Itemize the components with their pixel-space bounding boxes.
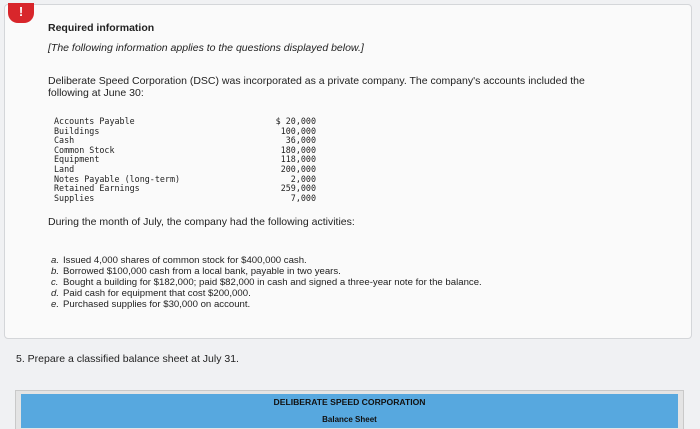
account-row <box>54 127 316 137</box>
activity-letter: e. <box>51 299 60 310</box>
balance-sheet-title: Balance Sheet <box>21 411 678 428</box>
alert-icon: ! <box>8 3 34 23</box>
balance-sheet-company-name: DELIBERATE SPEED CORPORATION <box>21 394 678 411</box>
account-amount: 7,000 <box>290 192 316 203</box>
account-name: Cash <box>54 135 75 146</box>
account-name: Land <box>54 163 75 174</box>
activities-list <box>51 255 482 310</box>
activities-intro: During the month of July, the company had the following activities: <box>48 216 355 228</box>
activity-text: Paid cash for equipment that cost $200,000. <box>63 288 251 299</box>
account-amount: 2,000 <box>290 173 316 184</box>
account-name: Equipment <box>54 154 100 165</box>
account-amount: 200,000 <box>280 163 316 174</box>
activity-text: Purchased supplies for $30,000 on account. <box>63 299 251 310</box>
account-name: Supplies <box>54 192 95 203</box>
activity-item <box>51 266 482 277</box>
account-name: Common Stock <box>54 144 115 155</box>
activity-letter: a. <box>51 255 60 266</box>
activity-letter: d. <box>51 288 60 299</box>
activity-item <box>51 288 482 299</box>
activity-text: Bought a building for $182,000; paid $82,000 in cash and signed a three-year note for the balance. <box>63 277 482 288</box>
account-amount: 36,000 <box>285 135 316 146</box>
question-prompt: 5. Prepare a classified balance sheet at July 31. <box>16 353 239 365</box>
activity-letter: b. <box>51 266 60 277</box>
activity-letter: c. <box>51 277 59 288</box>
account-amount: 259,000 <box>280 183 316 194</box>
account-amount: 100,000 <box>280 125 316 136</box>
intro-paragraph: Deliberate Speed Corporation (DSC) was incorporated as a private company. The company's accounts included the following at June 30: <box>48 75 585 99</box>
account-name: Retained Earnings <box>54 183 140 194</box>
balance-sheet-header <box>15 390 684 429</box>
account-name: Accounts Payable <box>54 116 135 126</box>
activity-item <box>51 277 482 288</box>
activity-text: Issued 4,000 shares of common stock for $400,000 cash. <box>63 255 307 266</box>
required-information-note: [The following information applies to the questions displayed below.] <box>48 42 364 54</box>
account-name: Buildings <box>54 125 100 136</box>
accounts-list <box>54 117 316 203</box>
activity-item <box>51 299 482 310</box>
account-row <box>54 194 316 204</box>
account-name: Notes Payable (long-term) <box>54 173 181 184</box>
activity-text: Borrowed $100,000 cash from a local bank, payable in two years. <box>63 266 341 277</box>
required-information-title: Required information <box>48 22 155 34</box>
activity-item <box>51 255 482 266</box>
account-amount: 118,000 <box>280 154 316 165</box>
account-amount: $ 20,000 <box>275 116 316 126</box>
account-amount: 180,000 <box>280 144 316 155</box>
account-row <box>54 155 316 165</box>
required-information-panel <box>4 4 692 339</box>
